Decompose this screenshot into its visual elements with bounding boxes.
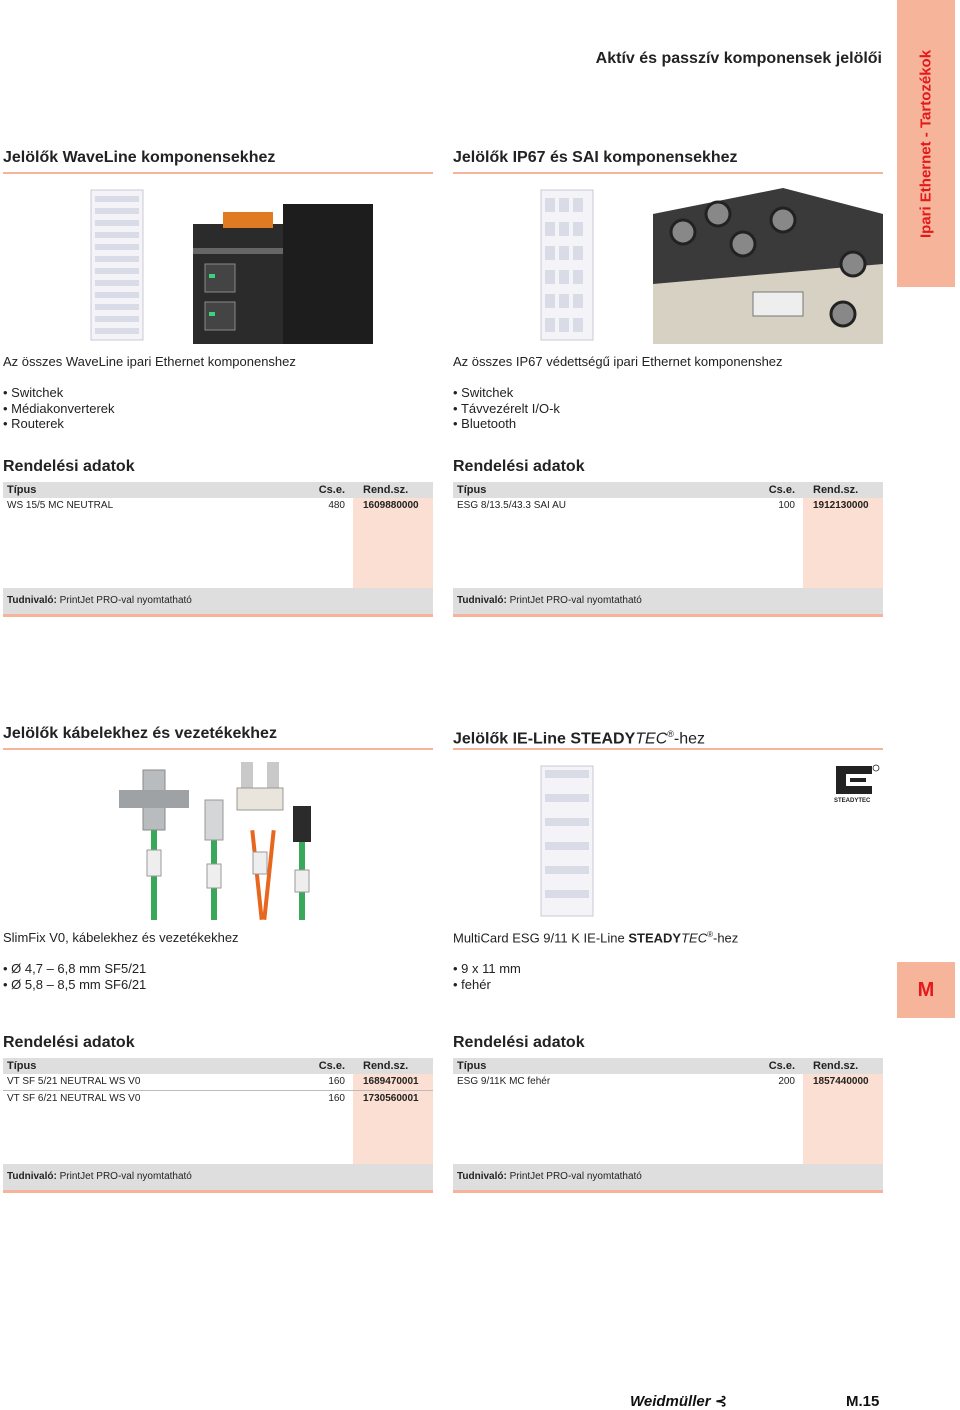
steadytec-logo-text: STEADYTEC	[834, 798, 871, 804]
order-title: Rendelési adatok	[3, 1034, 135, 1051]
table-row	[3, 1091, 433, 1107]
section-cables	[3, 722, 433, 1193]
header-rend: Rend.sz.	[813, 483, 859, 496]
feature-list	[453, 385, 883, 432]
order-title: Rendelési adatok	[453, 457, 585, 475]
note-bar	[453, 1164, 883, 1193]
order-table	[3, 1058, 433, 1164]
table-header	[3, 1058, 433, 1074]
brand-symbol-icon: ⊰	[714, 1393, 728, 1410]
note-bar	[453, 588, 883, 617]
note-label: Tudnivaló:	[7, 594, 57, 606]
ip67-marker-image	[453, 184, 883, 344]
list-item: • Médiakonverterek	[3, 401, 433, 417]
list-item: • fehér	[453, 977, 883, 993]
order-table	[3, 482, 433, 588]
multicard-marker-image	[453, 760, 883, 920]
note-label: Tudnivaló:	[457, 594, 507, 606]
list-item: • Switchek	[3, 385, 433, 401]
cell-rend: 1912130000	[813, 499, 869, 511]
side-tab	[897, 0, 955, 287]
intro-suffix: -hez	[712, 930, 739, 946]
note-text: PrintJet PRO-val nyomtatható	[56, 1171, 192, 1182]
section-intro: MultiCard ESG 9/11 K IE-Line STEADYTEC®-hez	[453, 930, 739, 946]
page-title: Aktív és passzív komponensek jelölői	[595, 50, 882, 67]
note-text: PrintJet PRO-val nyomtatható	[56, 594, 192, 606]
header-rend: Rend.sz.	[813, 1060, 859, 1073]
order-table	[453, 482, 883, 588]
cell-type: VT SF 6/21 NEUTRAL WS V0	[7, 1093, 141, 1104]
header-cse: Cs.e.	[768, 483, 795, 496]
side-tab-label: Ipari Ethernet - Tartozékok	[917, 49, 935, 238]
cell-rend: 1609880000	[363, 499, 419, 511]
header-cse: Cs.e.	[318, 483, 345, 496]
feature-list	[3, 385, 433, 432]
waveline-marker-image	[3, 184, 433, 344]
note-text: PrintJet PRO-val nyomtatható	[506, 1171, 642, 1183]
title-suffix: -hez	[673, 730, 706, 748]
footer-brand	[630, 1392, 727, 1410]
brand-name: Weidmüller	[630, 1393, 711, 1410]
list-item: • Távvezérelt I/O-k	[453, 401, 883, 417]
list-item: • Ø 5,8 – 8,5 mm SF6/21	[3, 977, 433, 993]
table-header	[3, 482, 433, 498]
table-row	[3, 498, 433, 514]
cell-rend: 1730560001	[363, 1093, 419, 1104]
section-ie-line	[453, 722, 883, 1193]
table-row	[453, 1074, 883, 1090]
header-type: Típus	[7, 1060, 37, 1072]
cell-cse: 160	[328, 1093, 345, 1104]
order-table	[453, 1058, 883, 1164]
cell-type: ESG 9/11K MC fehér	[457, 1076, 551, 1088]
table-header	[453, 1058, 883, 1074]
cell-cse: 200	[778, 1076, 795, 1088]
cell-cse: 480	[328, 499, 345, 511]
list-item: • Routerek	[3, 416, 433, 432]
order-title: Rendelési adatok	[3, 457, 135, 475]
section-waveline	[3, 146, 433, 617]
chapter-tab: M	[897, 962, 955, 1018]
feature-list	[3, 961, 433, 992]
title-brand-bold: STEADY	[570, 730, 636, 748]
section-intro: SlimFix V0, kábelekhez és vezetékekhez	[3, 930, 239, 945]
page-number: M.15	[846, 1393, 880, 1410]
note-label: Tudnivaló:	[7, 1171, 57, 1182]
intro-brand-bold: STEADY	[628, 930, 682, 946]
cell-type: WS 15/5 MC NEUTRAL	[7, 499, 114, 511]
title-prefix: Jelölők IE-Line	[453, 730, 571, 748]
product-image-area	[453, 184, 883, 344]
list-item: • Switchek	[453, 385, 883, 401]
product-image-area	[3, 184, 433, 344]
cell-cse: 160	[328, 1076, 345, 1087]
section-ip67	[453, 146, 883, 617]
order-title: Rendelési adatok	[453, 1034, 585, 1052]
cell-type: ESG 8/13.5/43.3 SAI AU	[457, 499, 566, 511]
header-rend: Rend.sz.	[363, 1060, 409, 1072]
product-image-area	[3, 760, 433, 920]
table-header	[453, 482, 883, 498]
steadytec-logo-icon	[832, 764, 880, 804]
header-cse: Cs.e.	[768, 1060, 795, 1073]
cell-type: VT SF 5/21 NEUTRAL WS V0	[7, 1076, 141, 1087]
header-type: Típus	[7, 483, 37, 496]
cable-marker-image	[3, 760, 433, 920]
header-type: Típus	[457, 483, 487, 496]
note-label: Tudnivaló:	[457, 1171, 507, 1183]
cell-rend: 1689470001	[363, 1076, 419, 1087]
table-row	[3, 1074, 433, 1091]
table-row	[453, 498, 883, 514]
header-rend: Rend.sz.	[363, 483, 409, 496]
intro-brand-italic: TEC	[681, 930, 708, 946]
section-title: Jelölők WaveLine komponensekhez	[3, 146, 433, 174]
section-title: Jelölők IP67 és SAI komponensekhez	[453, 146, 883, 174]
section-title: Jelölők kábelekhez és vezetékekhez	[3, 722, 433, 750]
section-intro: Az összes WaveLine ipari Ethernet komponenshez	[3, 354, 296, 369]
list-item: • Ø 4,7 – 6,8 mm SF5/21	[3, 961, 433, 977]
section-title: Jelölők IE-Line STEADYTEC®-hez	[453, 722, 883, 750]
intro-prefix: MultiCard ESG 9/11 K IE-Line	[453, 930, 629, 946]
feature-list	[453, 961, 883, 992]
list-item: • 9 x 11 mm	[453, 961, 883, 977]
header-cse: Cs.e.	[318, 1060, 345, 1072]
note-bar	[3, 1164, 433, 1193]
product-image-area	[453, 760, 883, 920]
note-text: PrintJet PRO-val nyomtatható	[506, 594, 642, 606]
cell-rend: 1857440000	[813, 1076, 869, 1088]
cell-cse: 100	[778, 499, 795, 511]
section-intro: Az összes IP67 védettségű ipari Ethernet komponenshez	[453, 354, 783, 369]
note-bar	[3, 588, 433, 617]
header-type: Típus	[457, 1060, 487, 1073]
title-brand-italic: TEC	[635, 730, 668, 748]
list-item: • Bluetooth	[453, 416, 883, 432]
